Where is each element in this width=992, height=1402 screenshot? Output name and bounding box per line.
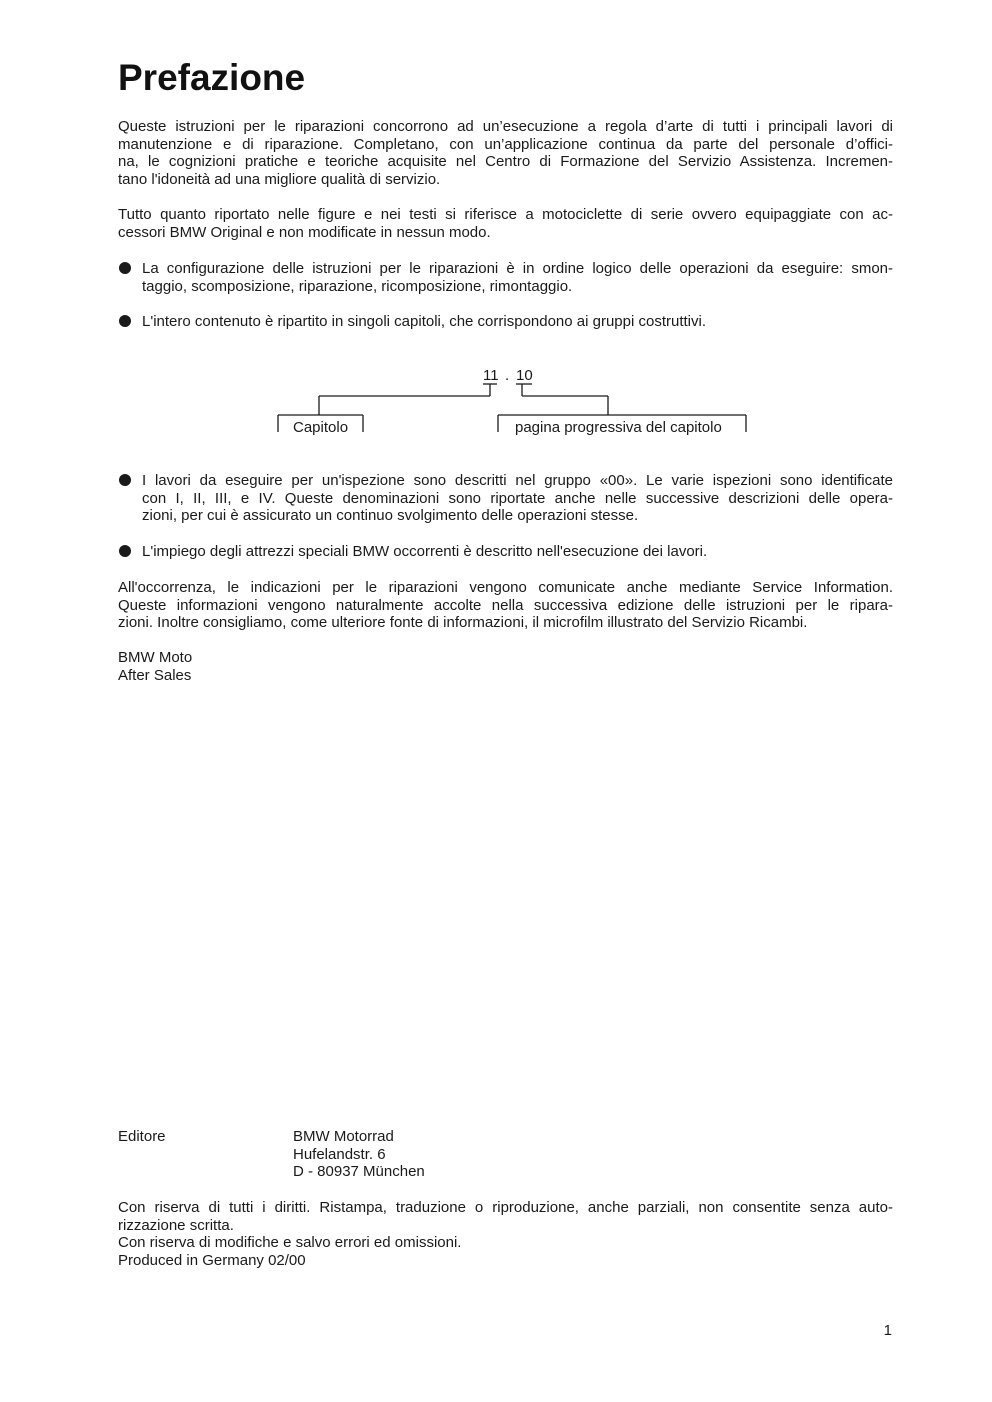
text-line: L'impiego degli attrezzi speciali BMW occorrenti è descritto nell'esecuzione dei lavori. (142, 543, 708, 560)
text-line: zioni. Inoltre consigliamo, come ulteriore fonte di informazioni, il microfilm illustrato del Servizio Ricambi. (118, 614, 808, 631)
bullet-dot-icon (119, 545, 131, 557)
signature (118, 649, 893, 684)
text-line: BMW Motorrad (293, 1128, 394, 1145)
text-line: Hufelandstr. 6 (293, 1145, 386, 1163)
bullet-text (142, 543, 893, 561)
publisher-label: Editore (118, 1128, 166, 1145)
legal-notice (118, 1199, 893, 1269)
text-line: After Sales (118, 666, 192, 684)
bullet-text (142, 472, 893, 525)
text-line: taggio, scomposizione, riparazione, ricomposizione, rimontaggio. (142, 277, 573, 295)
text-line: La configurazione delle istruzioni per le riparazioni è in ordine logico delle operazioni da eseguire: smon- (142, 260, 893, 277)
diagram-chapter-label: Capitolo (293, 419, 349, 436)
text-line: BMW Moto (118, 649, 193, 666)
diagram-separator: . (505, 367, 510, 384)
bullet-dot-icon (119, 474, 131, 486)
text-line: All'occorrenza, le indicazioni per le riparazioni vengono comunicate anche mediante Service Information. (118, 579, 893, 596)
text-line: D - 80937 München (293, 1163, 425, 1180)
page-title: Prefazione (118, 57, 306, 98)
text-line: Queste istruzioni per le riparazioni concorrono ad un’esecuzione a regola d’arte di tutti i principali lavori di (118, 118, 893, 135)
text-line: rizzazione scritta. (118, 1216, 234, 1234)
text-line: cessori BMW Original e non modificate in nessun modo. (118, 223, 491, 241)
text-line: Queste informazioni vengono naturalmente accolte nella successiva edizione delle istruzioni per le ripara- (118, 596, 893, 614)
text-line: tano l'idoneità ad una migliore qualità di servizio. (118, 170, 441, 188)
text-line: manutenzione e di riparazione. Completano, con un’applicazione continua da parte del personale d’offici- (118, 135, 893, 153)
text-line: zioni, per cui è assicurato un continuo svolgimento delle operazioni stesse. (142, 507, 639, 524)
publisher-address (293, 1128, 425, 1181)
text-line: con I, II, III, e IV. Queste denominazioni sono riportate anche nelle successive descrizioni delle opera- (142, 489, 893, 507)
text-line: Produced in Germany 02/00 (118, 1251, 306, 1269)
diagram-chapter-number: 11 (483, 367, 499, 384)
text-line: Con riserva di tutti i diritti. Ristampa, traduzione o riproduzione, anche parziali, non consentite senza auto- (118, 1199, 893, 1216)
text-line: na, le cognizioni pratiche e teoriche acquisite nel Centro di Formazione del Servizio Assistenza. Incremen- (118, 153, 893, 170)
page-number: 1 (883, 1322, 892, 1339)
text-line: L'intero contenuto è ripartito in singoli capitoli, che corrispondono ai gruppi costruttivi. (142, 313, 707, 330)
text-line: Tutto quanto riportato nelle figure e nei testi si riferisce a motociclette di serie ovvero equipaggiate con ac- (118, 206, 893, 223)
diagram-page-number: 10 (516, 367, 533, 384)
service-info-paragraph (118, 579, 893, 632)
text-line: Con riserva di modifiche e salvo errori ed omissioni. (118, 1234, 462, 1251)
text-line: I lavori da eseguire per un'ispezione sono descritti nel gruppo «00». Le varie ispezioni sono identificate (142, 472, 893, 489)
diagram-page-label: pagina progressiva del capitolo (515, 419, 722, 436)
